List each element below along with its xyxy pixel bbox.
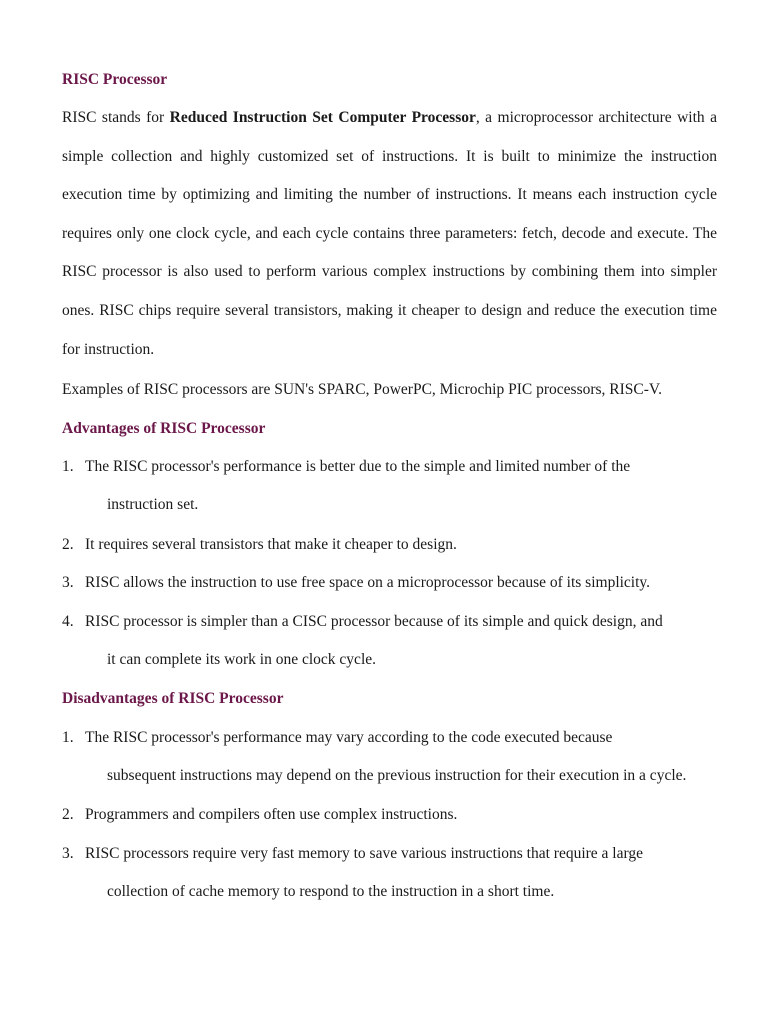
list-item-continuation: collection of cache memory to respond to the instruction in a short time. <box>107 883 555 900</box>
list-item-text: The RISC processor's performance may vary according to the code executed because <box>85 729 613 746</box>
list-item-text: The RISC processor's performance is better due to the simple and limited number of the <box>85 458 631 475</box>
examples-paragraph: Examples of RISC processors are SUN's SPARC, PowerPC, Microchip PIC processors, RISC-V. <box>62 381 662 398</box>
list-number: 1. <box>62 729 74 746</box>
list-item-continuation: subsequent instructions may depend on the previous instruction for their execution in a cycle. <box>107 767 687 784</box>
advantages-heading: Advantages of RISC Processor <box>62 420 266 437</box>
list-number: 2. <box>62 806 74 823</box>
list-item-text: RISC processors require very fast memory to save various instructions that require a large <box>85 845 643 862</box>
list-item-text: RISC allows the instruction to use free space on a microprocessor because of its simplicity. <box>85 574 651 591</box>
intro-heading: RISC Processor <box>62 71 168 88</box>
list-item-continuation: it can complete its work in one clock cycle. <box>107 651 377 668</box>
disadvantages-heading: Disadvantages of RISC Processor <box>62 690 284 707</box>
intro-para-lead: RISC stands for <box>62 109 170 126</box>
intro-para-bold: Reduced Instruction Set Computer Processor <box>169 109 476 126</box>
list-item-text: It requires several transistors that make it cheaper to design. <box>85 536 457 553</box>
list-item-text: Programmers and compilers often use complex instructions. <box>85 806 458 823</box>
list-item-continuation: instruction set. <box>107 496 199 513</box>
list-item-text: RISC processor is simpler than a CISC processor because of its simple and quick design, and <box>85 613 663 630</box>
list-number: 1. <box>62 458 74 475</box>
list-number: 4. <box>62 613 74 630</box>
list-number: 3. <box>62 845 74 862</box>
intro-para-rest: , a microprocessor architecture with a simple collection and highly customized set of instructions. It is built to minimize the instruction execution time by optimizing and limiting the number of instructions. It means each instruction cycle requires only one clock cycle, and each cycle contains three parameters: fetch, decode and execute. The RISC processor is also used to perform various complex instructions by combining them into simpler ones. RISC chips require several transistors, making it cheaper to design and reduce the execution time for instruction. <box>62 109 717 358</box>
intro-paragraph <box>62 99 717 369</box>
list-number: 3. <box>62 574 74 591</box>
list-number: 2. <box>62 536 74 553</box>
